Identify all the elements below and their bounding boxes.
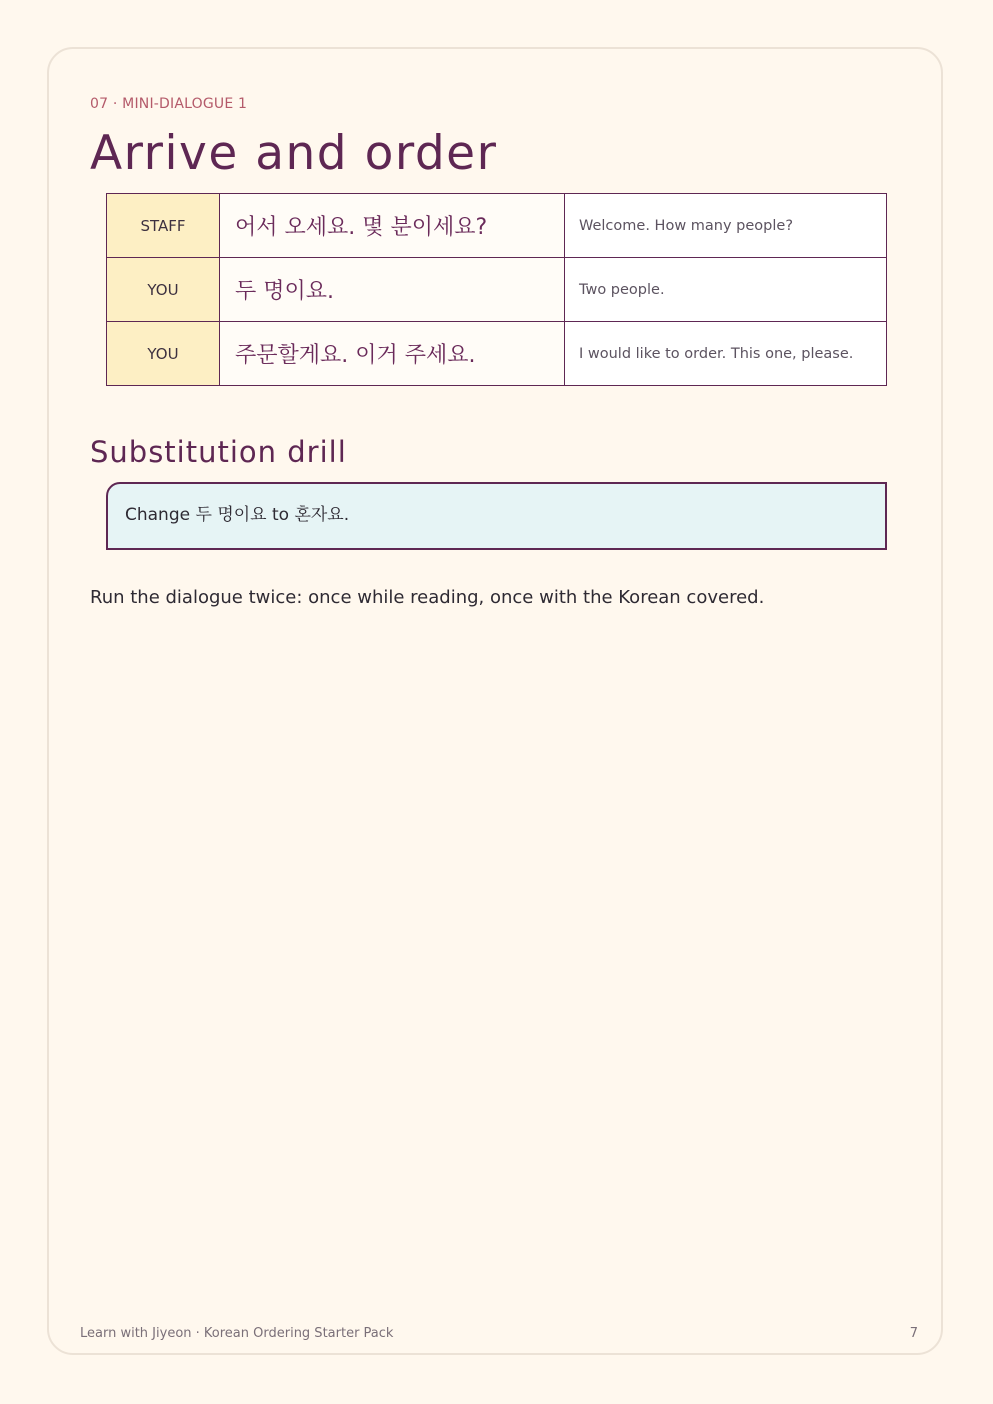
section-eyebrow: 07 · MINI-DIALOGUE 1 [90,96,248,112]
korean-line: 어서 오세요. 몇 분이세요? [220,194,565,258]
speaker-cell: STAFF [107,194,220,258]
dialogue-row [107,258,887,322]
speaker-cell: YOU [107,258,220,322]
english-translation: Welcome. How many people? [565,194,887,258]
korean-line: 두 명이요. [220,258,565,322]
english-translation: I would like to order. This one, please. [565,322,887,386]
speaker-cell: YOU [107,322,220,386]
drill-box [106,482,887,550]
drill-heading: Substitution drill [90,435,347,469]
instructions-text: Run the dialogue twice: once while reading, once with the Korean covered. [90,587,765,608]
english-translation: Two people. [565,258,887,322]
dialogue-row [107,322,887,386]
dialogue-table [106,193,887,386]
page-number: 7 [909,1326,918,1341]
footer-title: Learn with Jiyeon · Korean Ordering Starter Pack [80,1326,394,1341]
dialogue-row [107,194,887,258]
drill-text: Change 두 명이요 to 혼자요. [125,505,350,525]
korean-line: 주문할게요. 이거 주세요. [220,322,565,386]
page-title: Arrive and order [90,126,498,181]
